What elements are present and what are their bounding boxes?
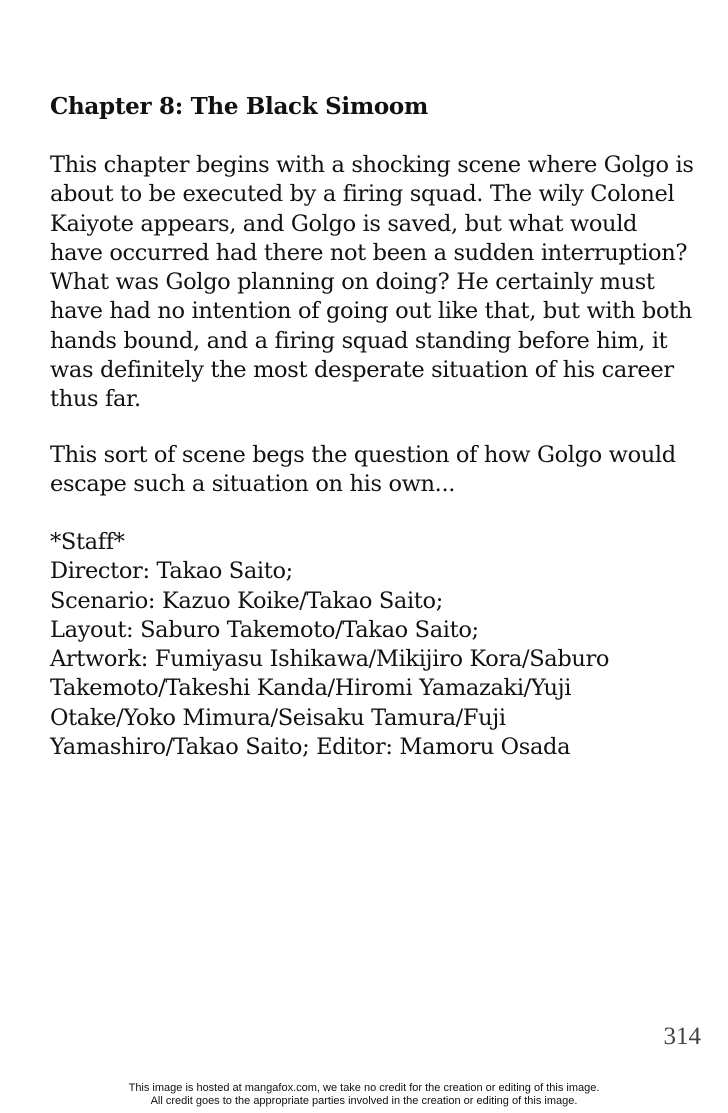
credits-line: Layout: Saburo Takemoto/Takao Saito; [50,616,479,643]
paragraph-line: hands bound, and a firing squad standing before him, it [50,327,668,354]
hosting-footer [0,1082,728,1108]
paragraph-line: Kaiyote appears, and Golgo is saved, but what would [50,210,638,237]
credits-line: Scenario: Kazuo Koike/Takao Saito; [50,587,443,614]
page-number: 314 [663,1023,701,1050]
paragraph-line: thus far. [50,386,141,413]
paragraph-line: was definitely the most desperate situation of his career [50,357,674,384]
credits-line: Otake/Yoko Mimura/Seisaku Tamura/Fuji [50,704,506,731]
footer-line: All credit goes to the appropriate parties involved in the creation or editing of this image. [150,1095,578,1107]
credits-title: *Staff* [50,529,125,555]
intro-paragraph [50,151,694,415]
paragraph-line: have occurred had there not been a sudden interruption? [50,239,688,266]
paragraph-line: escape such a situation on his own... [50,471,456,498]
paragraph-line: This sort of scene begs the question of how Golgo would [50,442,676,468]
credits-line: Takemoto/Takeshi Kanda/Hiromi Yamazaki/Yuji [50,675,572,702]
second-paragraph [50,441,676,500]
staff-credits [50,528,609,762]
chapter-heading: Chapter 8: The Black Simoom [50,93,429,120]
paragraph-line: have had no intention of going out like that, but with both [50,298,692,325]
paragraph-line: What was Golgo planning on doing? He certainly must [50,269,655,296]
credits-line: Yamashiro/Takao Saito; Editor: Mamoru Osada [50,734,571,761]
credits-line: Director: Takao Saito; [50,558,293,585]
footer-line: This image is hosted at mangafox.com, we take no credit for the creation or editing of this image. [128,1082,600,1094]
credits-line: Artwork: Fumiyasu Ishikawa/Mikijiro Kora/Saburo [50,646,610,673]
paragraph-line: about to be executed by a firing squad. The wily Colonel [50,181,675,208]
paragraph-line: This chapter begins with a shocking scene where Golgo is [50,152,694,178]
